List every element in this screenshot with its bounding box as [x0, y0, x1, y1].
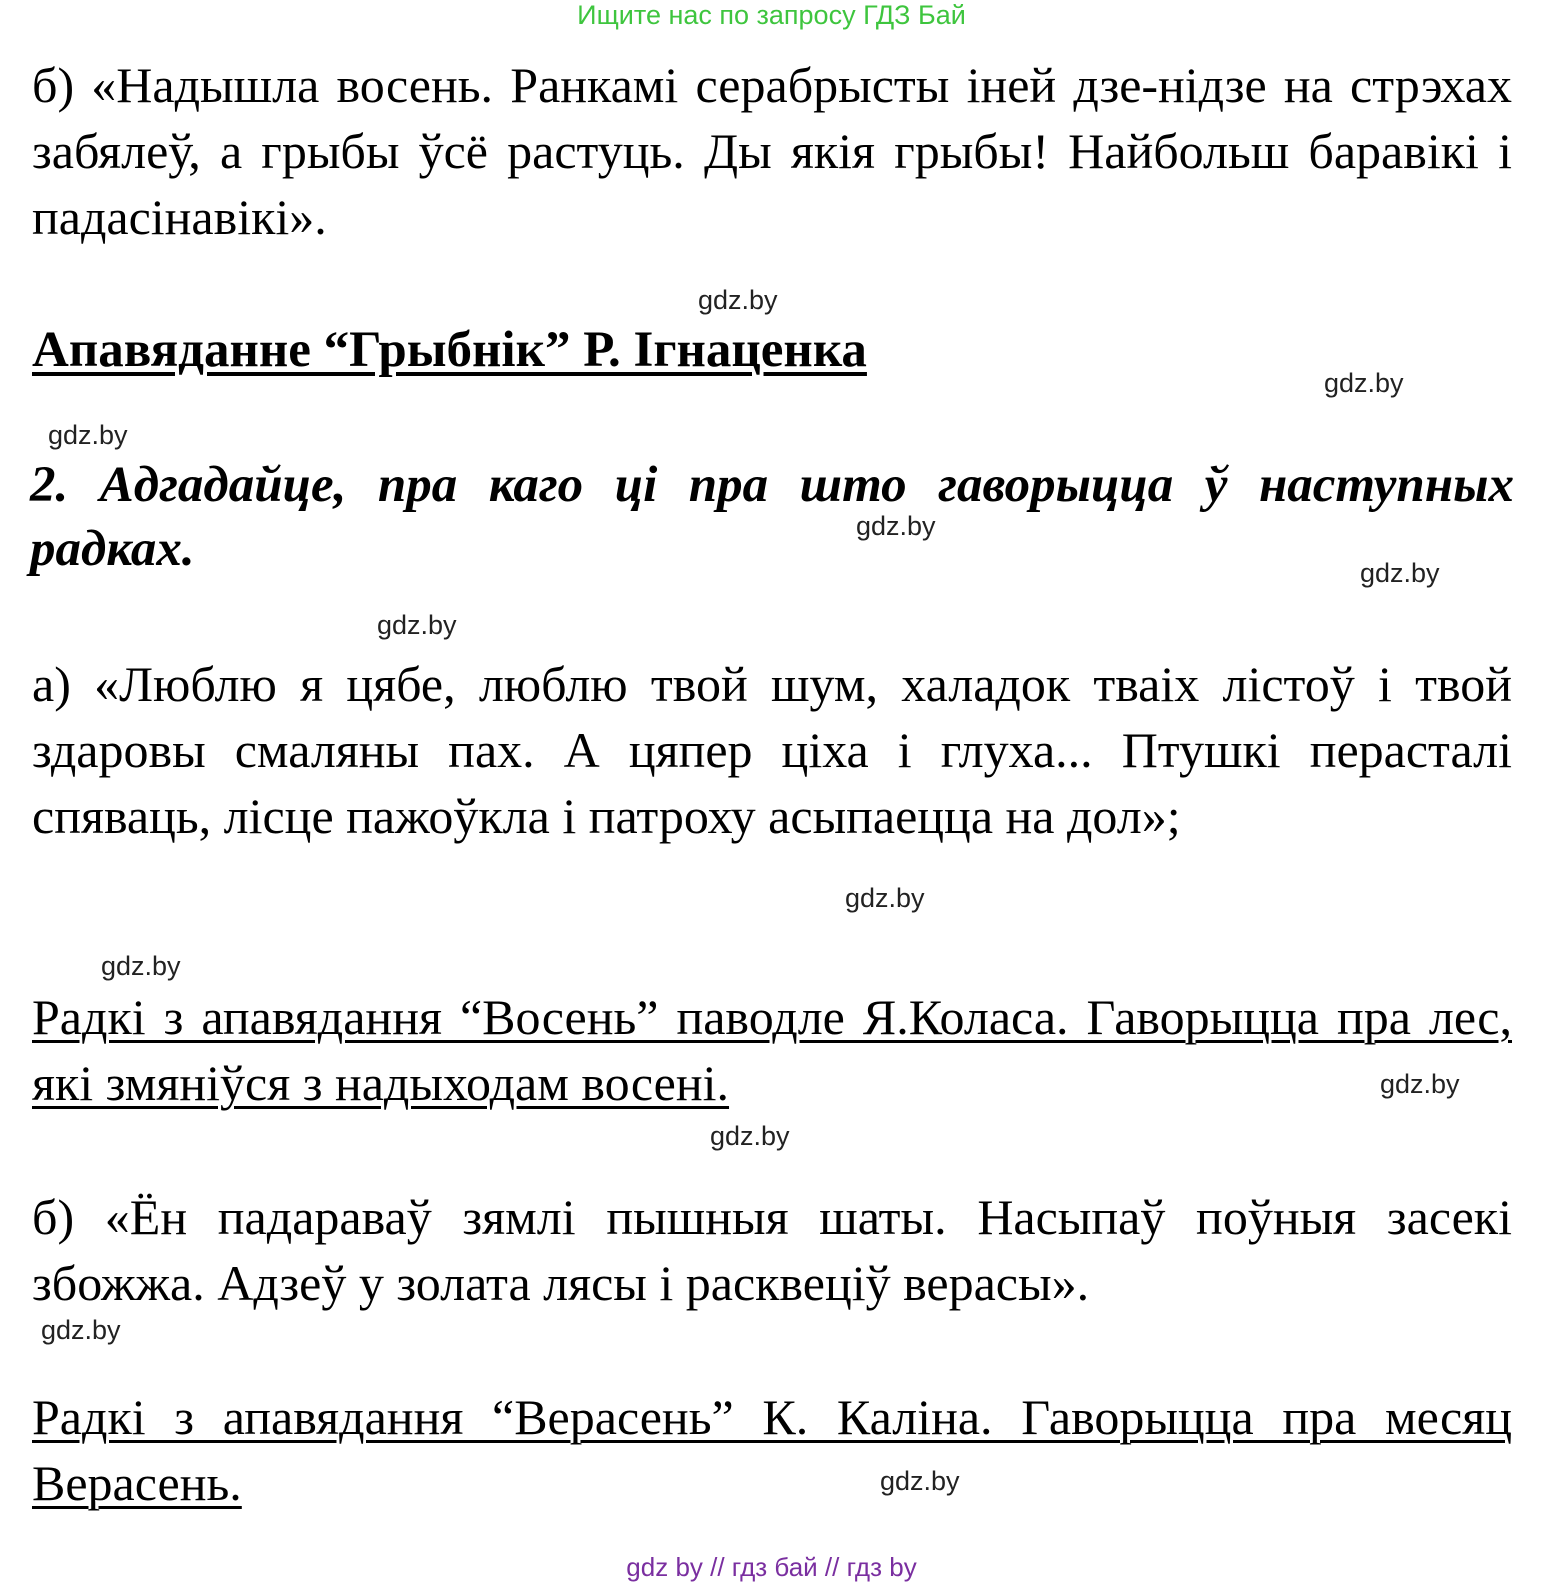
task-heading: 2. Адгадайце, пра каго ці пра што гаворыцца ў наступных радках. — [30, 457, 1514, 577]
watermark: gdz.by — [1360, 558, 1440, 588]
watermark: gdz.by — [41, 1315, 121, 1345]
answer-b: Радкі з апавядання “Верасень” К. Каліна. Гаворыцца пра месяц Верасень. — [32, 1389, 1512, 1511]
quote-a: а) «Люблю я цябе, люблю твой шум, халадок тваіх лістоў і твой здаровы смаляны пах. А цяпер ціха і глуха... Птушкі перасталі спяваць, лісце пажоўкла і патроху асыпаецца на дол»; — [32, 656, 1512, 844]
watermark: gdz.by — [880, 1466, 960, 1496]
watermark: gdz.by — [1324, 368, 1404, 398]
watermark: gdz.by — [845, 883, 925, 913]
story-heading: Апавяданне “Грыбнік” Р. Ігнаценка — [32, 322, 867, 378]
watermark: gdz.by — [698, 285, 778, 315]
watermark: gdz.by — [1380, 1069, 1460, 1099]
watermark: gdz.by — [101, 951, 181, 981]
watermark: gdz.by — [710, 1121, 790, 1151]
footer-links: gdz by // гдз бай // гдз by — [626, 1552, 917, 1582]
top-banner: Ищите нас по запросу ГДЗ Бай — [577, 0, 966, 30]
watermark: gdz.by — [377, 610, 457, 640]
quote-b-top: б) «Надышла восень. Ранкамі серабрысты іней дзе-нідзе на стрэхах забялеў, а грыбы ўсё растуць. Ды якія грыбы! Найбольш баравікі і падасінавікі». — [32, 57, 1512, 245]
watermark: gdz.by — [856, 511, 936, 541]
watermark: gdz.by — [48, 420, 128, 450]
answer-a: Радкі з апавядання “Восень” паводле Я.Коласа. Гаворыцца пра лес, які змяніўся з надыходам восені. — [32, 989, 1512, 1111]
quote-b: б) «Ён падараваў зямлі пышныя шаты. Насыпаў поўныя засекі збожжа. Адзеў у золата лясы і расквеціў верасы». — [32, 1189, 1512, 1311]
